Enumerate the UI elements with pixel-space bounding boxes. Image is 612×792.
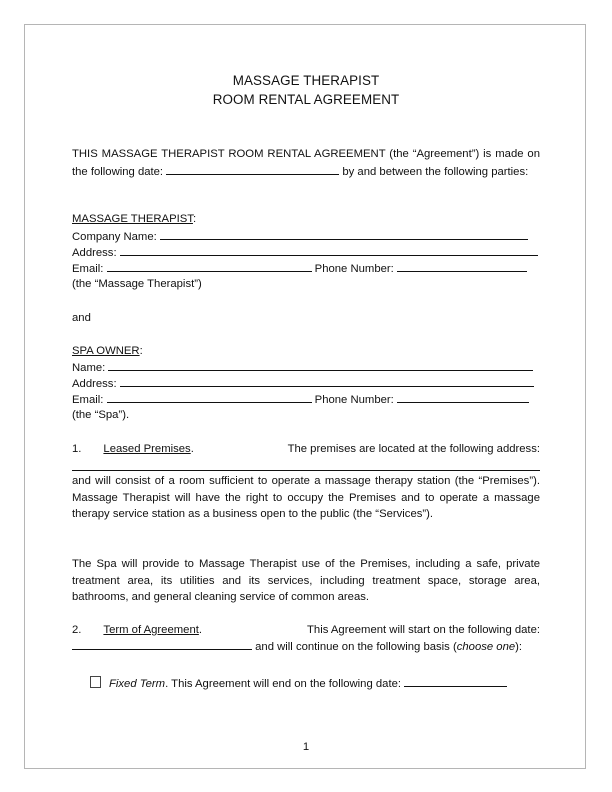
section1-number: 1. <box>72 443 82 455</box>
therapist-heading-colon: : <box>192 213 197 225</box>
therapist-phone-label: Phone Number: <box>314 263 394 275</box>
spa-address-label: Address: <box>72 378 117 390</box>
premises-address-field[interactable] <box>72 470 540 471</box>
section2-number-heading <box>72 622 202 638</box>
page-number: 1 <box>302 741 310 753</box>
spa-heading-text: SPA OWNER <box>72 345 140 357</box>
section1-heading-row <box>72 441 540 457</box>
section1-paragraph2: The Spa will provide to Massage Therapist use of the Premises, including a safe, private treatment area, its utilities and its services, including treatment space, storage area, bathrooms, and general cleaning service of common areas. <box>72 558 540 603</box>
therapist-contact-row <box>72 260 527 276</box>
therapist-address-field[interactable] <box>120 244 538 256</box>
spa-heading-colon: : <box>139 345 143 357</box>
section2-number: 2. <box>72 624 82 636</box>
agreement-date-blank[interactable] <box>166 163 339 175</box>
spa-email-field[interactable] <box>107 391 312 403</box>
section2-heading-row <box>72 622 540 638</box>
therapist-address-row <box>72 244 538 260</box>
section2-close: ): <box>515 641 523 653</box>
section2-heading-period: . <box>198 624 203 636</box>
intro-text-part2: by and between the following parties: <box>342 165 529 178</box>
spa-phone-field[interactable] <box>397 391 529 403</box>
spa-designation: (the “Spa”). <box>72 409 130 421</box>
fixed-term-checkbox[interactable] <box>90 676 101 688</box>
therapist-address-label: Address: <box>72 247 117 259</box>
start-date-field[interactable] <box>72 638 252 650</box>
spa-email-label: Email: <box>72 394 104 406</box>
intro-paragraph <box>72 146 540 180</box>
therapist-company-field[interactable] <box>160 228 528 240</box>
therapist-phone-field[interactable] <box>397 260 527 272</box>
therapist-email-label: Email: <box>72 263 104 275</box>
fixed-term-option <box>90 675 507 691</box>
spa-name-field[interactable] <box>108 359 533 371</box>
spa-name-label: Name: <box>72 362 106 374</box>
therapist-company-label: Company Name: <box>72 231 157 243</box>
section2-continue-row <box>72 638 522 654</box>
section2-choose-one: choose one <box>456 641 516 653</box>
section1-body: and will consist of a room sufficient to operate a massage therapy station (the “Premises”). Massage Therapist will have the right to occupy the Premises and to operate a massage therapy service station as a business open to the public (the “Services”). <box>72 475 540 520</box>
therapist-heading-text: MASSAGE THERAPIST <box>72 213 193 225</box>
section2-continue-text: and will continue on the following basis ( <box>255 641 457 653</box>
spa-contact-row <box>72 391 529 407</box>
end-date-field[interactable] <box>404 675 507 687</box>
spa-address-row <box>72 375 534 391</box>
section2-heading: Term of Agreement <box>103 624 199 636</box>
spa-heading <box>72 343 143 359</box>
document-title-line2: ROOM RENTAL AGREEMENT <box>212 92 400 107</box>
document-title-line1: MASSAGE THERAPIST <box>232 73 380 88</box>
spa-name-row <box>72 359 533 375</box>
therapist-heading <box>72 211 196 227</box>
section2-lead: This Agreement will start on the following date: <box>307 624 540 636</box>
therapist-company-row <box>72 228 528 244</box>
section1-number-heading <box>72 441 194 457</box>
fixed-term-label: Fixed Term <box>109 678 166 690</box>
and-text: and <box>72 312 91 324</box>
section1-heading-period: . <box>190 443 194 455</box>
spa-address-field[interactable] <box>120 375 534 387</box>
fixed-term-text: . This Agreement will end on the following date: <box>165 678 402 690</box>
section1-lead: The premises are located at the following address: <box>287 443 540 455</box>
spa-phone-label: Phone Number: <box>314 394 394 406</box>
section1-heading: Leased Premises <box>103 443 191 455</box>
therapist-designation: (the “Massage Therapist”) <box>72 278 202 290</box>
intro-text-part1: THIS MASSAGE THERAPIST ROOM RENTAL AGREEMENT (the “Agreement”) is made on the following date: <box>72 148 540 178</box>
therapist-email-field[interactable] <box>107 260 312 272</box>
